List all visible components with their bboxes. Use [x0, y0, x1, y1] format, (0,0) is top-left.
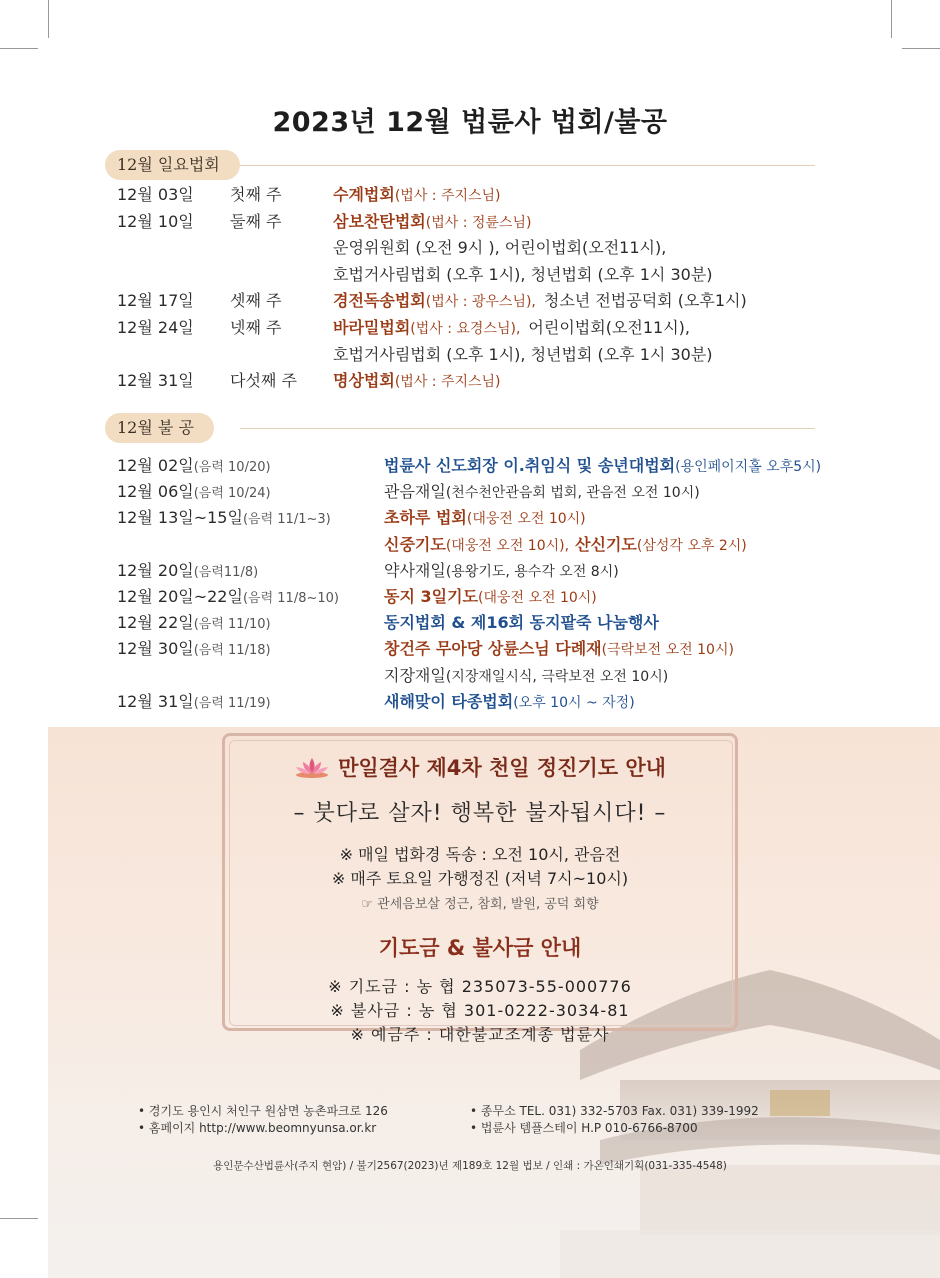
row-event [384, 610, 659, 636]
divider [240, 165, 815, 166]
bulgong-row [0, 532, 800, 558]
lunar-date: (음력 11/10) [193, 617, 271, 633]
row-date [117, 610, 271, 638]
lunar-date: (음력 10/24) [193, 486, 271, 502]
event-name: 명상법회 [333, 371, 395, 391]
event-name: 산신기도 [575, 534, 637, 554]
event-name: 창건주 무아당 상륜스님 다례재 [384, 639, 602, 659]
date-text: 12월 02일 [117, 456, 194, 475]
row-continuation: 운영위원회 (오전 9시 ), 어린이법회(오전11시), [333, 238, 667, 258]
row-week: 셋째 주 [230, 291, 282, 311]
event-detail: (삼성각 오후 2시) [636, 537, 747, 554]
lunar-date: (음력 11/8~10) [242, 591, 339, 606]
date-text: 12월 30일 [117, 639, 194, 659]
crop-mark [48, 0, 49, 38]
row-date: 12월 03일 [117, 185, 194, 204]
event-detail: (대웅전 오전 10시), [445, 537, 570, 554]
row-week: 첫째 주 [230, 185, 282, 204]
lunar-date: (음력11/8) [193, 564, 259, 580]
footer-homepage[interactable]: • 홈페이지 http://www.beomnyunsa.or.kr [138, 1121, 377, 1135]
event-name: 법륜사 신도회장 이.취임식 및 송년대법회 [384, 456, 676, 475]
date-text: 12월 31일 [117, 691, 194, 711]
footer-office: • 종무소 TEL. 031) 332-5703 Fax. 031) 339-1992 [470, 1104, 759, 1118]
notice-heading: 만일결사 제4차 천일 정진기도 안내 [338, 756, 666, 780]
bulgong-row [0, 663, 800, 689]
notice-sub: ☞ 관세음보살 정근, 참회, 발원, 공덕 회향 [361, 897, 599, 912]
row-date: 12월 17일 [117, 291, 194, 311]
row-date [117, 505, 331, 533]
event-detail: (법사 : 주지스님) [394, 188, 501, 204]
event-extra: 어린이법회(오전11시), [528, 318, 690, 337]
row-event [333, 368, 501, 395]
date-text: 12월 20일 [117, 560, 194, 580]
event-detail: (용왕기도, 용수각 오전 8시) [445, 563, 619, 580]
row-event [333, 182, 501, 209]
notice-heading-line [222, 752, 738, 782]
event-name: 관음재일 [384, 482, 446, 502]
date-text: 12월 22일 [117, 613, 194, 633]
date-text: 12월 06일 [117, 482, 194, 502]
lunar-date: (음력 11/18) [193, 643, 271, 659]
row-event [333, 288, 747, 315]
date-text: 12월 20일~22일 [117, 587, 243, 606]
crop-mark [0, 48, 38, 49]
event-detail: (법사 : 정륜스님) [425, 214, 532, 231]
event-name: 바라밀법회 [333, 318, 411, 337]
row-event [333, 315, 690, 342]
lunar-date: (음력 10/20) [193, 460, 271, 475]
publication-info: 용인문수산법륜사(주지 현암) / 불기2567(2023)년 제189호 12월 법보 / 인쇄 : 가온인쇄기획(031-335-4548) [213, 1160, 727, 1172]
row-event [384, 636, 734, 663]
event-name: 초하루 법회 [384, 508, 467, 528]
sunday-row [0, 342, 800, 368]
section-tab-bulgong: 12월 불 공 [105, 413, 214, 443]
crop-mark [0, 1218, 38, 1219]
event-detail: (천수천안관음회 법회, 관음전 오전 10시) [445, 485, 700, 502]
row-date: 12월 31일 [117, 371, 194, 391]
bulgong-row [0, 610, 800, 636]
donation-heading: 기도금 & 불사금 안내 [378, 936, 582, 960]
bulgong-row [0, 689, 800, 715]
row-event [384, 584, 597, 611]
row-event [384, 558, 619, 585]
event-extra: 청소년 전법공덕회 (오후1시) [543, 291, 747, 311]
lotus-icon [294, 756, 330, 778]
event-name: 동지법회 & 제16회 동지팥죽 나눔행사 [384, 613, 659, 633]
row-continuation: 호법거사림법회 (오후 1시), 청년법회 (오후 1시 30분) [333, 264, 713, 284]
event-name: 수계법회 [333, 185, 395, 204]
row-date: 12월 10일 [117, 211, 194, 231]
lunar-date: (음력 11/19) [193, 695, 271, 711]
event-detail: (지장재일시식, 극락보전 오전 10시) [445, 668, 669, 685]
crop-mark [891, 0, 892, 38]
footer-templestay: • 법륜사 템플스테이 H.P 010-6766-8700 [470, 1121, 698, 1135]
row-date [117, 479, 271, 507]
notice-item: ※ 매주 토요일 가행정진 (저녁 7시~10시) [331, 869, 629, 888]
footer-address: • 경기도 용인시 처인구 원삼면 농촌파크로 126 [138, 1104, 388, 1118]
sunday-row [0, 288, 800, 314]
page-title: 2023년 12월 법륜사 법회/불공 [272, 107, 668, 138]
event-name: 삼보찬탄법회 [333, 211, 426, 231]
event-name: 동지 3일기도 [384, 587, 478, 606]
row-week: 넷째 주 [230, 318, 282, 337]
row-event [384, 479, 700, 506]
bulgong-row [0, 584, 800, 610]
sunday-row [0, 315, 800, 341]
event-detail: (극락보전 오전 10시) [601, 642, 734, 659]
bulgong-row [0, 453, 822, 479]
row-date [117, 689, 271, 717]
sunday-row [0, 182, 800, 208]
lunar-date: (음력 11/1~3) [242, 512, 331, 528]
event-name: 경전독송법회 [333, 291, 426, 311]
row-event [333, 209, 531, 236]
event-detail: (대웅전 오전 10시) [466, 511, 586, 528]
sunday-row [0, 368, 800, 394]
crop-mark [902, 48, 940, 49]
event-detail: (용인페이지홀 오후5시) [675, 459, 822, 475]
event-name: 신중기도 [384, 534, 446, 554]
event-name: 지장재일 [384, 665, 446, 685]
event-detail: (대웅전 오전 10시) [477, 590, 597, 606]
section-tab-sunday: 12월 일요법회 [105, 150, 240, 180]
row-event [384, 453, 821, 480]
notice-item: ※ 매일 법화경 독송 : 오전 10시, 관음전 [339, 845, 621, 864]
row-date [117, 558, 258, 586]
event-name: 새해맞이 타종법회 [384, 691, 514, 711]
account-line: ※ 예금주 : 대한불교조계종 법륜사 [350, 1025, 610, 1044]
row-event [384, 689, 635, 716]
row-event [384, 532, 747, 559]
event-detail: (법사 : 광우스님), [425, 294, 536, 311]
row-week: 둘째 주 [230, 211, 282, 231]
event-detail: (오후 10시 ~ 자정) [513, 694, 635, 711]
sunday-row [0, 209, 800, 235]
bulgong-row [0, 505, 800, 531]
row-date [117, 636, 271, 664]
divider [240, 428, 815, 429]
bulgong-row [0, 636, 800, 662]
bulgong-row [0, 558, 800, 584]
row-date [117, 584, 339, 612]
date-text: 12월 13일~15일 [117, 508, 243, 528]
bulgong-row [0, 479, 800, 505]
row-date: 12월 24일 [117, 318, 194, 337]
row-week: 다섯째 주 [230, 371, 297, 391]
row-event [384, 663, 668, 690]
row-continuation: 호법거사림법회 (오후 1시), 청년법회 (오후 1시 30분) [333, 344, 713, 364]
sunday-row [0, 262, 800, 288]
sunday-row [0, 235, 800, 261]
row-date [117, 453, 271, 481]
slogan: – 붓다로 살자! 행복한 불자됩시다! – [293, 801, 667, 826]
event-detail: (법사 : 주지스님) [394, 374, 501, 391]
event-detail: (법사 : 요경스님), [410, 321, 521, 337]
account-line: ※ 기도금 : 농 협 235073-55-000776 [328, 977, 632, 996]
row-event [384, 505, 586, 532]
event-name: 약사재일 [384, 560, 446, 580]
account-line: ※ 불사금 : 농 협 301-0222-3034-81 [330, 1001, 630, 1020]
